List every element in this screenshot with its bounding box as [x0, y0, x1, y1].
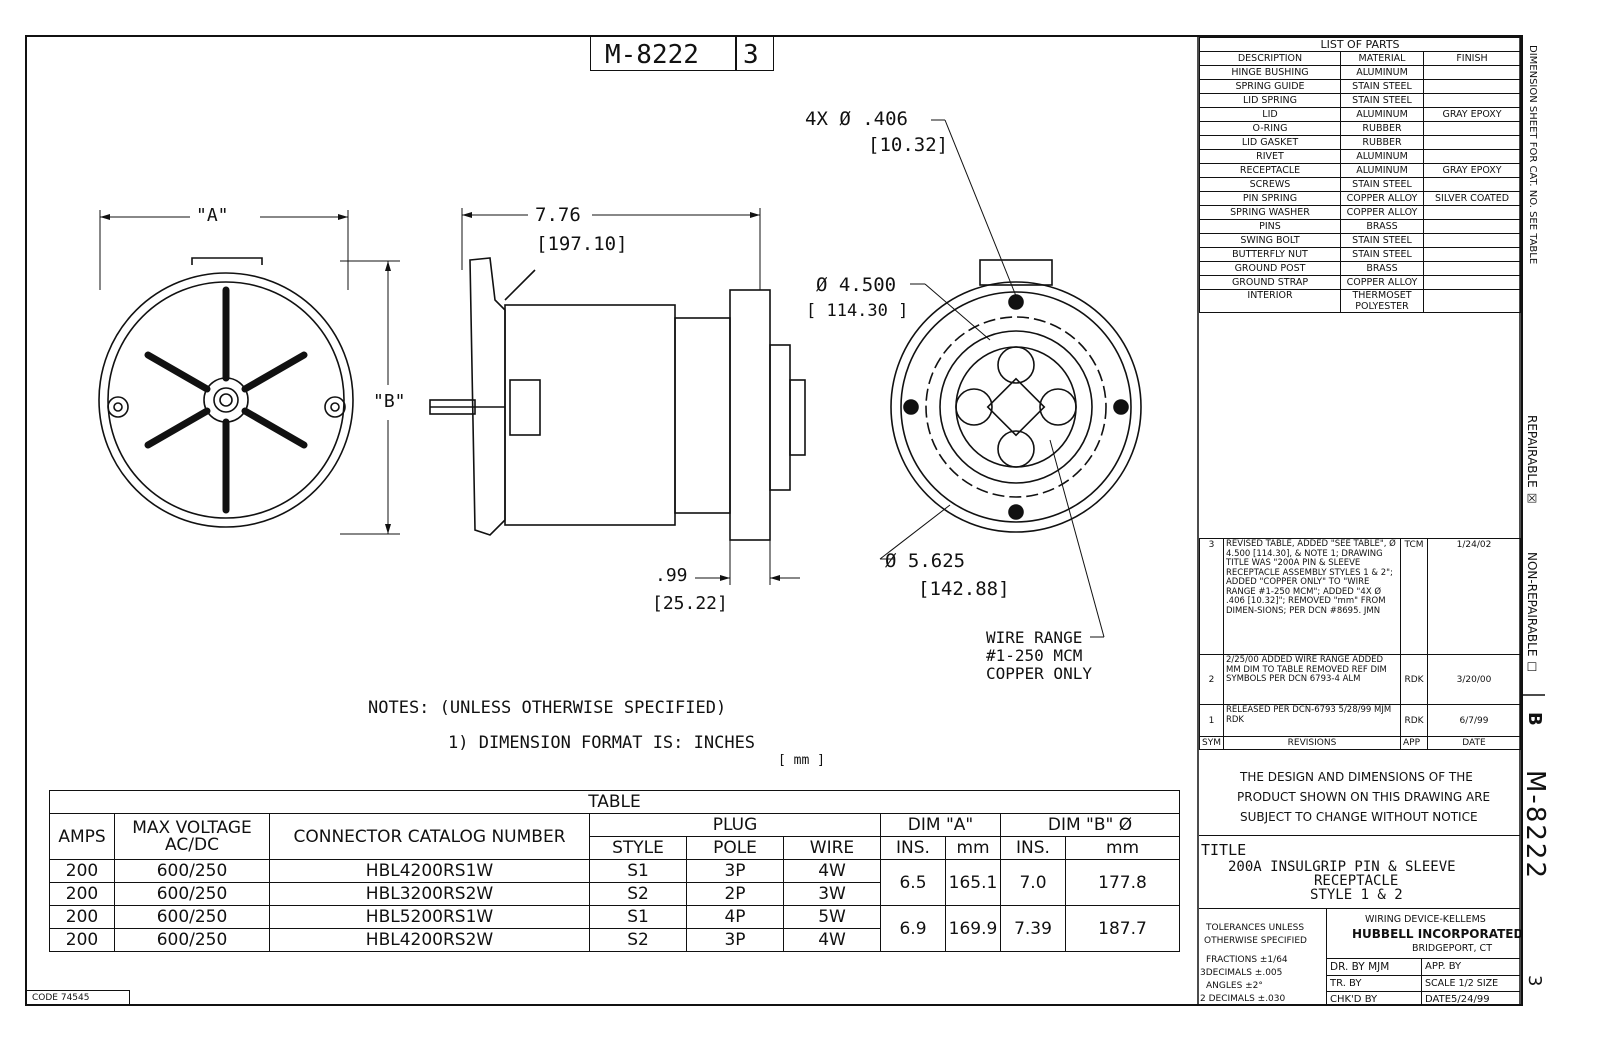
cell-catalog: HBL4200RS2W [270, 929, 590, 952]
rev-footer-date: DATE [1427, 737, 1520, 750]
part-finish [1424, 220, 1521, 234]
part-description: GROUND POST [1200, 262, 1341, 276]
notes-title: NOTES: (UNLESS OTHERWISE SPECIFIED) [368, 698, 727, 718]
parts-row [1200, 290, 1521, 313]
header-wire: WIRE [784, 837, 881, 860]
sig-divider-2 [1326, 975, 1520, 976]
rev-footer-sym: SYM [1200, 737, 1224, 750]
parts-row [1200, 262, 1521, 276]
parts-row [1200, 248, 1521, 262]
part-description: INTERIOR [1200, 290, 1341, 313]
tolerance-2: OTHERWISE SPECIFIED [1204, 936, 1307, 946]
dim-outer-in: Ø 5.625 [885, 550, 966, 572]
part-material: COPPER ALLOY [1341, 192, 1424, 206]
header-a-mm: mm [946, 837, 1001, 860]
revision-date: 1/24/02 [1427, 539, 1520, 655]
table-row [50, 860, 1180, 883]
cell-voltage: 600/250 [115, 929, 270, 952]
rear-view [891, 260, 1141, 532]
cell-amps: 200 [50, 929, 115, 952]
wire-range-1: WIRE RANGE [986, 628, 1083, 647]
header-amps: AMPS [50, 814, 115, 860]
rev-footer-app: APP [1400, 737, 1427, 750]
part-material: BRASS [1341, 220, 1424, 234]
tolerance-5: ANGLES ±2° [1206, 981, 1263, 991]
header-b-mm: mm [1066, 837, 1180, 860]
dim-length-in: 7.76 [535, 204, 581, 226]
dim-flange-mm: [25.22] [652, 593, 728, 614]
disclaimer-2: PRODUCT SHOWN ON THIS DRAWING ARE [1237, 790, 1491, 804]
part-finish [1424, 234, 1521, 248]
parts-header-description: DESCRIPTION [1200, 52, 1341, 66]
dimension-sheet-label: DIMENSION SHEET FOR CAT. NO. SEE TABLE [1527, 45, 1538, 265]
drawing-revision: 3 [743, 40, 759, 70]
dim-bolt-circle-in: Ø 4.500 [816, 274, 897, 296]
part-material: ALUMINUM [1341, 108, 1424, 122]
dim-b-label: "B" [373, 391, 406, 412]
disclaimer-3: SUBJECT TO CHANGE WITHOUT NOTICE [1240, 810, 1478, 824]
part-description: LID GASKET [1200, 136, 1341, 150]
revision-app: RDK [1400, 655, 1427, 705]
dim-holes-in: 4X Ø .406 [805, 108, 908, 130]
revision-row [1200, 655, 1521, 705]
cell-b-ins: 7.0 [1001, 860, 1066, 906]
part-description: SCREWS [1200, 178, 1341, 192]
revision-row [1200, 539, 1521, 655]
cell-catalog: HBL5200RS1W [270, 906, 590, 929]
size-letter: B [1524, 712, 1545, 726]
cell-a-ins: 6.9 [881, 906, 946, 952]
cell-b-ins: 7.39 [1001, 906, 1066, 952]
header-b-ins: INS. [1001, 837, 1066, 860]
title-divider [1199, 835, 1520, 836]
cell-catalog: HBL3200RS2W [270, 883, 590, 906]
revision-desc: 2/25/00 ADDED WIRE RANGE ADDED MM DIM TO TABLE REMOVED REF DIM SYMBOLS PER DCN 6793-4 ALM [1223, 655, 1400, 705]
part-finish: GRAY EPOXY [1424, 164, 1521, 178]
sig-vdivider [1421, 958, 1422, 1006]
parts-row [1200, 164, 1521, 178]
company-2: HUBBELL INCORPORATED [1352, 927, 1524, 941]
part-finish [1424, 178, 1521, 192]
parts-row [1200, 150, 1521, 164]
approved-by: APP. BY [1425, 961, 1462, 972]
title-line-3: STYLE 1 & 2 [1310, 887, 1403, 903]
part-material: STAIN STEEL [1341, 80, 1424, 94]
tolerance-3: FRACTIONS ±1/64 [1206, 955, 1288, 965]
part-description: LID [1200, 108, 1341, 122]
part-finish [1424, 248, 1521, 262]
header-dim-a: DIM "A" [881, 814, 1001, 837]
company-1: WIRING DEVICE-KELLEMS [1365, 914, 1486, 925]
scale: SCALE 1/2 SIZE [1425, 978, 1499, 989]
drawn-by: DR. BY MJM [1330, 961, 1390, 973]
parts-row [1200, 276, 1521, 290]
cell-style: S1 [590, 906, 687, 929]
revision-sym: 2 [1200, 655, 1224, 705]
part-finish [1424, 276, 1521, 290]
title-line-1: 200A INSULGRIP PIN & SLEEVE [1228, 859, 1456, 875]
parts-row [1200, 178, 1521, 192]
note-1-mm: [ mm ] [778, 753, 825, 768]
repairable-label: REPAIRABLE ☒ [1525, 415, 1539, 506]
part-finish: SILVER COATED [1424, 192, 1521, 206]
cell-pole: 3P [687, 929, 784, 952]
header-style: STYLE [590, 837, 687, 860]
part-description: GROUND STRAP [1200, 276, 1341, 290]
side-rev: 3 [1524, 975, 1545, 987]
note-1: 1) DIMENSION FORMAT IS: INCHES [448, 733, 756, 753]
cell-a-ins: 6.5 [881, 860, 946, 906]
cell-wire: 4W [784, 929, 881, 952]
part-finish [1424, 290, 1521, 313]
cell-b-mm: 187.7 [1066, 906, 1180, 952]
part-finish [1424, 94, 1521, 108]
part-material: BRASS [1341, 262, 1424, 276]
checked-by: CHK'D BY [1330, 994, 1378, 1005]
cell-style: S1 [590, 860, 687, 883]
part-finish [1424, 150, 1521, 164]
parts-row [1200, 94, 1521, 108]
company-3: BRIDGEPORT, CT [1412, 943, 1492, 954]
part-description: RIVET [1200, 150, 1341, 164]
title-label: TITLE [1201, 841, 1247, 859]
tol-divider [1199, 908, 1520, 909]
non-repairable-label: NON-REPAIRABLE ☐ [1525, 552, 1539, 675]
part-description: BUTTERFLY NUT [1200, 248, 1341, 262]
part-material: STAIN STEEL [1341, 234, 1424, 248]
part-finish [1424, 122, 1521, 136]
header-a-ins: INS. [881, 837, 946, 860]
tolerance-1: TOLERANCES UNLESS [1206, 923, 1305, 933]
sig-divider-3 [1326, 991, 1520, 992]
part-description: SPRING GUIDE [1200, 80, 1341, 94]
parts-row [1200, 136, 1521, 150]
cell-voltage: 600/250 [115, 860, 270, 883]
revision-app: RDK [1400, 705, 1427, 737]
part-material: ALUMINUM [1341, 66, 1424, 80]
part-finish [1424, 136, 1521, 150]
revision-desc: RELEASED PER DCN-6793 5/28/99 MJM RDK [1223, 705, 1400, 737]
parts-row [1200, 122, 1521, 136]
cell-b-mm: 177.8 [1066, 860, 1180, 906]
side-number: M-8222 [1520, 770, 1550, 880]
cell-pole: 3P [687, 860, 784, 883]
sig-divider-1 [1326, 958, 1520, 959]
parts-row [1200, 66, 1521, 80]
cell-a-mm: 169.9 [946, 906, 1001, 952]
revision-desc: REVISED TABLE, ADDED "SEE TABLE", Ø 4.500 [114.30], & NOTE 1; DRAWING TITLE WAS "200A PIN & SLEEVE RECEPTACLE ASSEMBLY STYLES 1 & 2"; ADDED "COPPER ONLY" TO "WIRE RANGE #1-250 MCM"; ADDED "4X Ø .406 [10.32]"; REMOVED "mm" FROM DIMEN-SIONS; PER DCN #8695. JMN [1223, 539, 1400, 655]
part-description: LID SPRING [1200, 94, 1341, 108]
rev-footer-revisions: REVISIONS [1223, 737, 1400, 750]
tolerance-4: 3DECIMALS ±.005 [1200, 968, 1283, 978]
part-material: RUBBER [1341, 122, 1424, 136]
parts-row [1200, 192, 1521, 206]
parts-header-material: MATERIAL [1341, 52, 1424, 66]
revision-date: 6/7/99 [1427, 705, 1520, 737]
header-plug: PLUG [590, 814, 881, 837]
part-description: PIN SPRING [1200, 192, 1341, 206]
part-finish [1424, 66, 1521, 80]
revisions-table [1199, 538, 1521, 750]
header-catalog: CONNECTOR CATALOG NUMBER [270, 814, 590, 860]
part-description: RECEPTACLE [1200, 164, 1341, 178]
part-material: ALUMINUM [1341, 150, 1424, 164]
revision-date: 3/20/00 [1427, 655, 1520, 705]
tolerance-6: 2 DECIMALS ±.030 [1200, 994, 1286, 1004]
cell-amps: 200 [50, 883, 115, 906]
header-dim-b: DIM "B" Ø [1001, 814, 1180, 837]
cell-voltage: 600/250 [115, 906, 270, 929]
part-description: HINGE BUSHING [1200, 66, 1341, 80]
dim-bolt-circle-mm: [ 114.30 ] [806, 301, 909, 321]
drawing-number: M-8222 [605, 40, 699, 70]
part-material: THERMOSET POLYESTER [1341, 290, 1424, 313]
table-row [50, 906, 1180, 929]
header-voltage: MAX VOLTAGE AC/DC [115, 814, 270, 860]
cell-wire: 3W [784, 883, 881, 906]
parts-row [1200, 80, 1521, 94]
dim-a-label: "A" [196, 205, 229, 226]
table-title: TABLE [50, 791, 1180, 814]
wire-range-2: #1-250 MCM [986, 646, 1083, 665]
revision-sym: 3 [1200, 539, 1224, 655]
catalog-table [49, 790, 1180, 952]
side-view [430, 258, 805, 540]
part-finish [1424, 262, 1521, 276]
cell-a-mm: 165.1 [946, 860, 1001, 906]
cell-style: S2 [590, 883, 687, 906]
parts-row [1200, 220, 1521, 234]
parts-title: LIST OF PARTS [1200, 38, 1521, 52]
part-material: STAIN STEEL [1341, 178, 1424, 192]
cell-amps: 200 [50, 906, 115, 929]
cell-pole: 4P [687, 906, 784, 929]
dim-flange-in: .99 [655, 565, 688, 586]
cell-catalog: HBL4200RS1W [270, 860, 590, 883]
front-view [99, 258, 353, 527]
code-label: CODE 74545 [32, 993, 90, 1003]
part-material: STAIN STEEL [1341, 94, 1424, 108]
part-material: RUBBER [1341, 136, 1424, 150]
part-description: PINS [1200, 220, 1341, 234]
part-material: STAIN STEEL [1341, 248, 1424, 262]
header-pole: POLE [687, 837, 784, 860]
dim-length-mm: [197.10] [536, 233, 628, 255]
part-finish [1424, 80, 1521, 94]
revision-footer [1200, 737, 1521, 750]
parts-row [1200, 206, 1521, 220]
part-material: COPPER ALLOY [1341, 206, 1424, 220]
parts-row [1200, 108, 1521, 122]
dim-outer-mm: [142.88] [918, 578, 1010, 600]
part-description: O-RING [1200, 122, 1341, 136]
part-material: ALUMINUM [1341, 164, 1424, 178]
part-finish [1424, 206, 1521, 220]
traced-by: TR. BY [1330, 978, 1362, 989]
cell-wire: 4W [784, 860, 881, 883]
cell-wire: 5W [784, 906, 881, 929]
part-description: SWING BOLT [1200, 234, 1341, 248]
parts-row [1200, 234, 1521, 248]
part-description: SPRING WASHER [1200, 206, 1341, 220]
title-line-2: RECEPTACLE [1314, 873, 1399, 889]
part-finish: GRAY EPOXY [1424, 108, 1521, 122]
wire-range-3: COPPER ONLY [986, 664, 1092, 683]
cell-amps: 200 [50, 860, 115, 883]
revision-row [1200, 705, 1521, 737]
disclaimer-1: THE DESIGN AND DIMENSIONS OF THE [1240, 770, 1473, 784]
cell-voltage: 600/250 [115, 883, 270, 906]
cell-style: S2 [590, 929, 687, 952]
part-material: COPPER ALLOY [1341, 276, 1424, 290]
parts-header-finish: FINISH [1424, 52, 1521, 66]
cell-pole: 2P [687, 883, 784, 906]
dim-holes-mm: [10.32] [868, 134, 949, 156]
drawing-date: DATE5/24/99 [1425, 994, 1490, 1005]
revision-app: TCM [1400, 539, 1427, 655]
parts-list [1199, 37, 1521, 313]
revision-sym: 1 [1200, 705, 1224, 737]
